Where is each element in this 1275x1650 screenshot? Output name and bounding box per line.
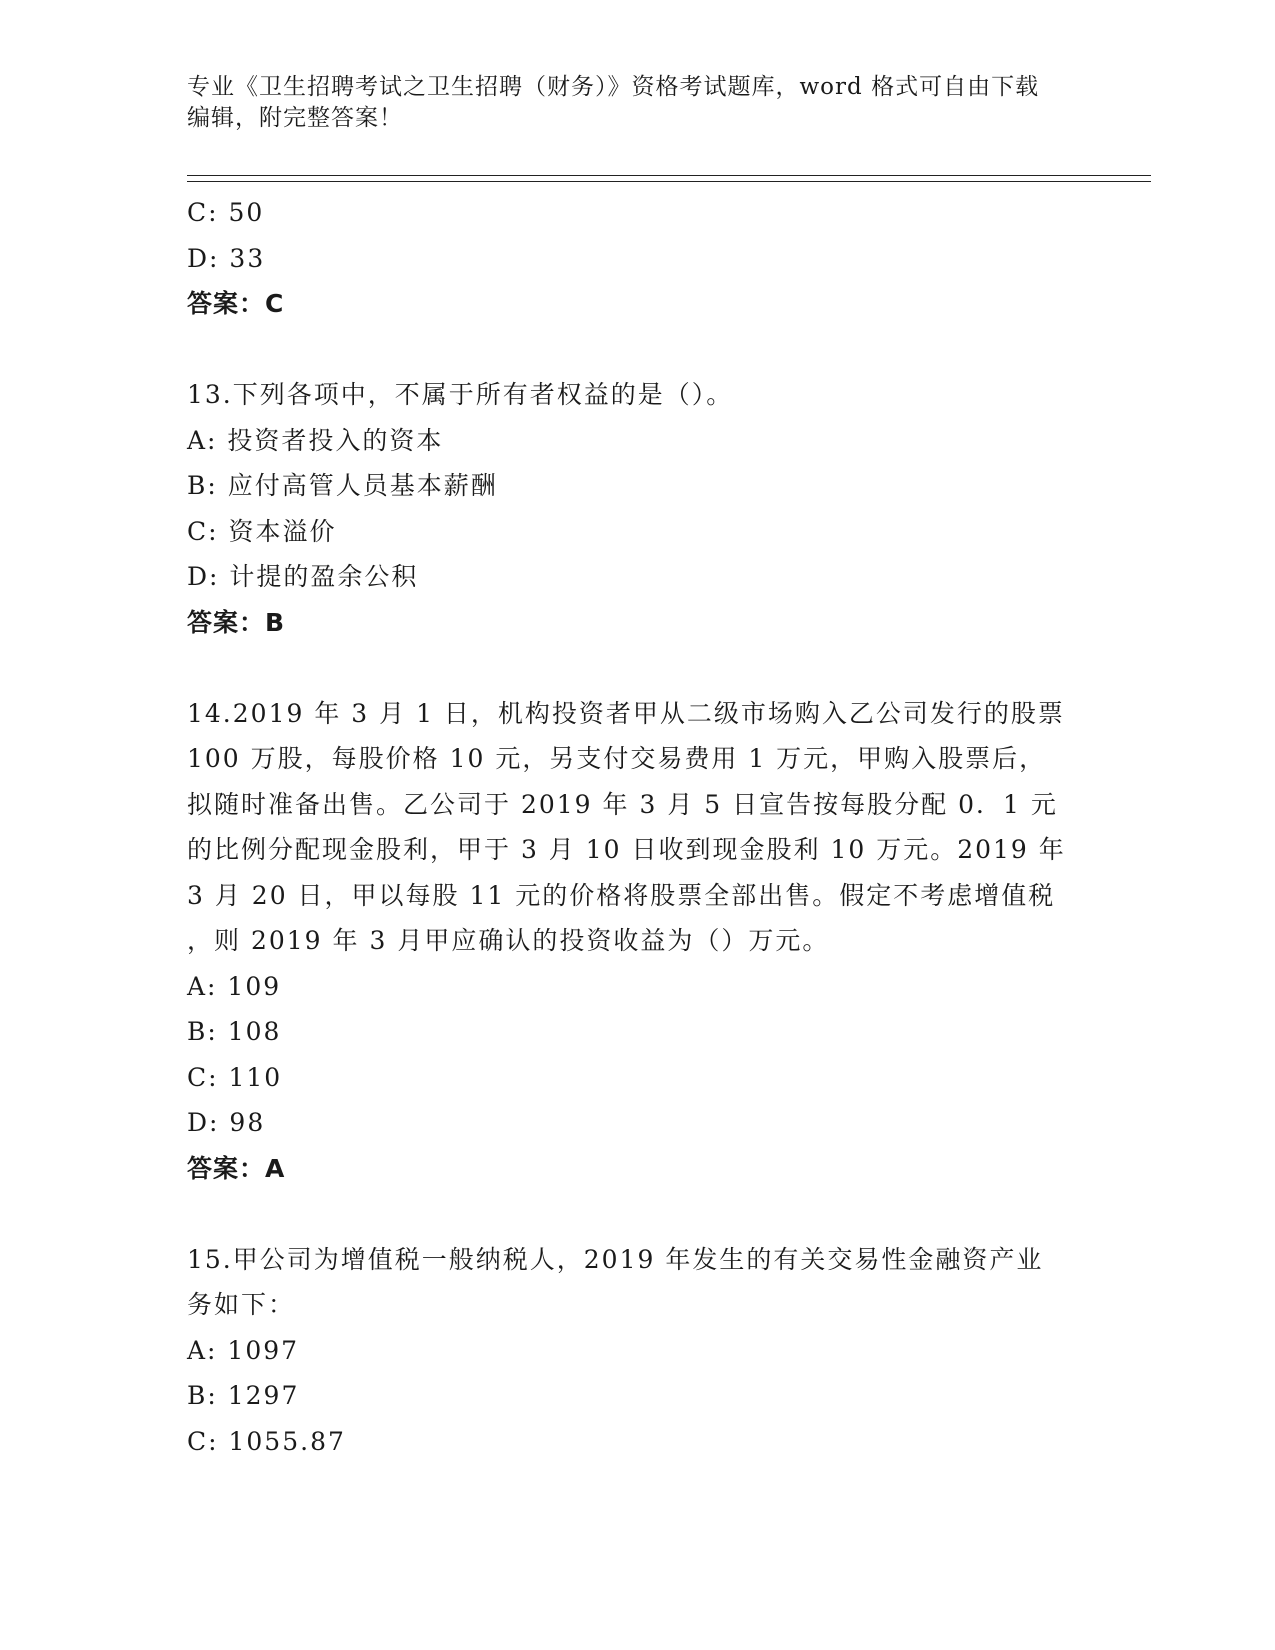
question-text-line: 3 月 20 日，甲以每股 11 元的价格将股票全部出售。假定不考虑增值税 xyxy=(187,880,1056,910)
option-b: B: 应付高管人员基本薪酬 xyxy=(187,471,498,500)
question-text xyxy=(187,691,1087,964)
answer-line: 答案：B xyxy=(187,607,286,637)
question-14 xyxy=(187,691,1087,1192)
option-c: C: 50 xyxy=(187,198,265,227)
question-content xyxy=(187,190,1087,1464)
question-13 xyxy=(187,372,1087,645)
question-text xyxy=(187,1237,1087,1328)
answer-line: 答案：A xyxy=(187,1153,286,1183)
option-d: D: 33 xyxy=(187,243,266,273)
header-divider-top xyxy=(187,175,1151,176)
spacer xyxy=(187,327,1087,373)
option-b: B: 108 xyxy=(187,1017,282,1046)
question-text-line: 100 万股，每股价格 10 元，另支付交易费用 1 万元，甲购入股票后， xyxy=(187,744,1047,773)
spacer xyxy=(187,645,1087,691)
option-a: A: 投资者投入的资本 xyxy=(187,425,444,455)
question-text-line: 13.下列各项中，不属于所有者权益的是（）。 xyxy=(187,380,734,409)
answer-line: 答案：C xyxy=(187,289,285,318)
header-divider-bottom xyxy=(187,181,1151,182)
question-text-line: 的比例分配现金股利，甲于 3 月 10 日收到现金股利 10 万元。2019 年 xyxy=(187,835,1066,864)
question-text-line: 15.甲公司为增值税一般纳税人，2019 年发生的有关交易性金融资产业 xyxy=(187,1244,1044,1274)
option-d: D: 计提的盈余公积 xyxy=(187,562,419,591)
header-line-2: 编辑，附完整答案！ xyxy=(187,105,403,131)
question-text xyxy=(187,372,1087,418)
question-text-line: 拟随时准备出售。乙公司于 2019 年 3 月 5 日宣告按每股分配 0．1 元 xyxy=(187,789,1058,819)
option-c: C: 1055.87 xyxy=(187,1426,346,1456)
question-12-tail xyxy=(187,190,1087,327)
question-15 xyxy=(187,1237,1087,1465)
option-d: D: 98 xyxy=(187,1108,266,1137)
option-b: B: 1297 xyxy=(187,1381,300,1410)
question-text-line: 务如下： xyxy=(187,1290,296,1319)
question-text-line: 14.2019 年 3 月 1 日，机构投资者甲从二级市场购入乙公司发行的股票 xyxy=(187,698,1065,728)
option-c: C: 资本溢价 xyxy=(187,516,337,546)
option-c: C: 110 xyxy=(187,1062,283,1092)
header-line-1: 专业《卫生招聘考试之卫生招聘（财务）》资格考试题库，word 格式可自由下载 xyxy=(187,74,1040,100)
option-a: A: 109 xyxy=(187,971,282,1001)
option-a: A: 1097 xyxy=(187,1335,300,1365)
question-text-line: ，则 2019 年 3 月甲应确认的投资收益为（）万元。 xyxy=(187,926,830,955)
spacer xyxy=(187,1191,1087,1237)
document-header xyxy=(187,72,1087,134)
